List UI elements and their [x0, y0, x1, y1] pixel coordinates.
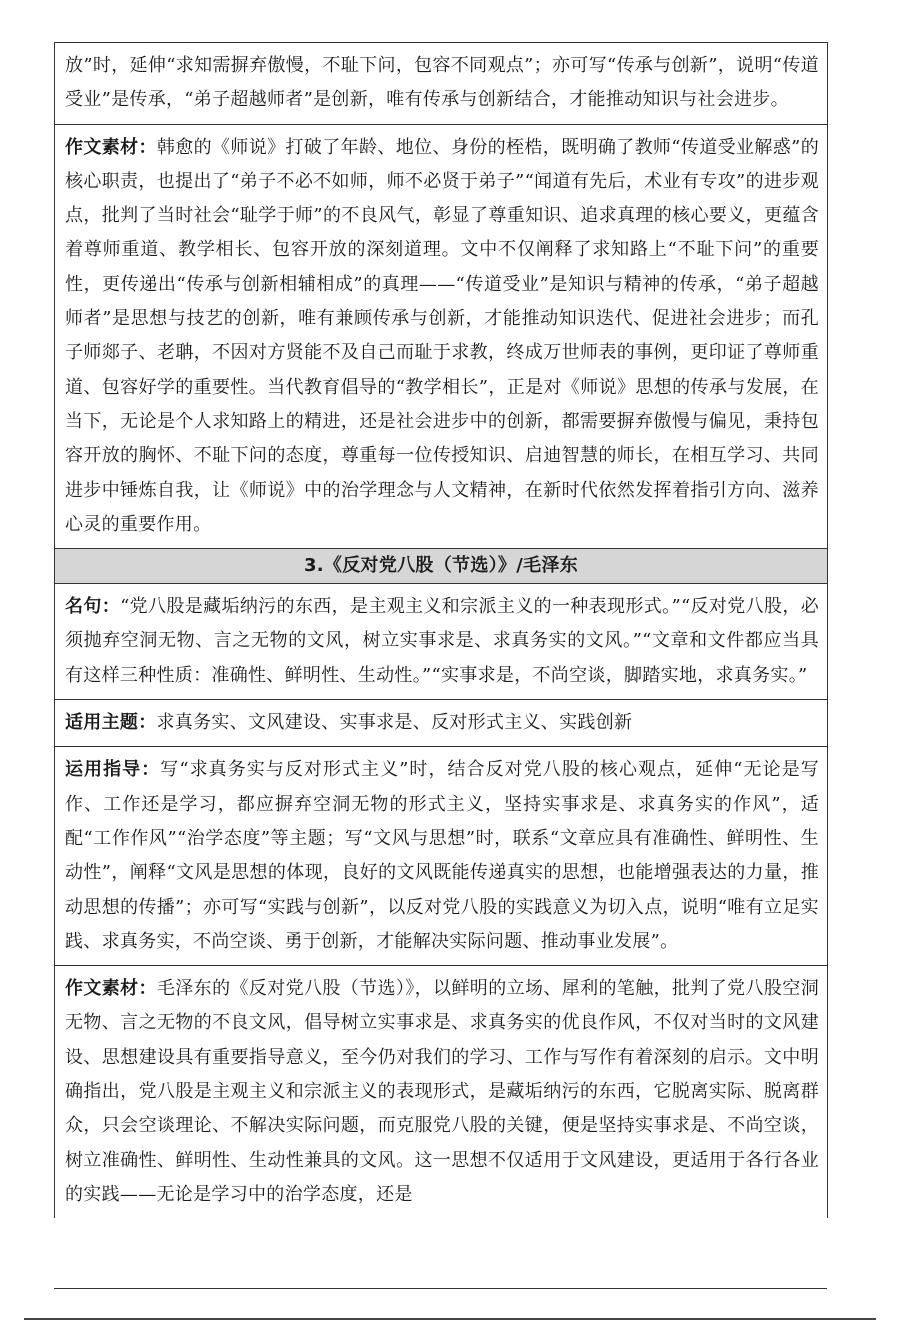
themes-text: 求真务实、文风建设、实事求是、反对形式主义、实践创新 — [156, 712, 633, 734]
guidance-label: 运用指导： — [65, 759, 161, 781]
guidance-text: 写“求真务实与反对形式主义”时，结合反对党八股的核心观点，延伸“无论是写作、工作还是学习，都应摒弃空洞无物的形式主义，坚持实事求是、求真务实的作风”，适配“工作作风”“治学态度”等主题；写“文风与思想”时，联系“文章应具有准确性、鲜明性、生动性”，阐释“文风是思想的体现，良好的文风既能传递真实的思想，也能增强表达的力量，推动思想的传播”；亦可写“实践与创新”，以反对党八股的实践意义为切入点，说明“唯有立足实践、求真务实，不尚空谈、勇于创新，才能解决实际问题、推动事业发展”。 — [65, 759, 820, 952]
content-table — [54, 42, 828, 1218]
table-bottom-border — [54, 1288, 827, 1289]
guidance-continuation-text: 放”时，延伸“求知需摒弃傲慢，不耻下问，包容不同观点”；亦可写“传承与创新”，说明“传道受业”是传承，“弟子超越师者”是创新，唯有传承与创新结合，才能推动知识与社会进步。 — [65, 55, 819, 111]
guidance-cell — [55, 747, 827, 966]
section-title: 3.《反对党八股（节选）》/毛泽东 — [303, 555, 579, 577]
quotes-cell — [55, 584, 827, 700]
material-text: 韩愈的《师说》打破了年龄、地位、身份的桎梏，既明确了教师“传道受业解惑”的核心职责，也提出了“弟子不必不如师，师不必贤于弟子”“闻道有先后，术业有专攻”的进步观点，批判了当时社会“耻学于师”的不良风气，彰显了尊重知识、追求真理的核心要义，更蕴含着尊师重道、教学相长、包容开放的深刻道理。文中不仅阐释了求知路上“不耻下问”的重要性，更传递出“传承与创新相辅相成”的真理——“传道受业”是知识与精神的传承，“弟子超越师者”是思想与技艺的创新，唯有兼顾传承与创新，才能推动知识迭代、促进社会进步；而孔子师郯子、老聃，不因对方贤能不及自己而耻于求教，终成万世师表的事例，更印证了尊师重道、包容好学的重要性。当代教育倡导的“教学相长”，正是对《师说》思想的传承与发展，在当下，无论是个人求知路上的精进，还是社会进步中的创新，都需要摒弃傲慢与偏见，秉持包容开放的胸怀、不耻下问的态度，尊重每一位传授知识、启迪智慧的师长，在相互学习、共同进步中锤炼自我，让《师说》中的治学理念与人文精神，在新时代依然发挥着指引方向、滋养心灵的重要作用。 — [65, 136, 819, 535]
quotes-label: 名句： — [65, 596, 121, 618]
table-viewport — [54, 42, 828, 1288]
material-label-2: 作文素材： — [65, 978, 157, 1000]
themes-cell — [55, 700, 827, 747]
material-cell-shishuo — [55, 125, 827, 550]
material-label: 作文素材： — [65, 136, 157, 158]
section-header — [55, 549, 827, 584]
material-cell-dangbagu — [55, 966, 827, 1218]
themes-label: 适用主题： — [65, 712, 157, 734]
material-text-2: 毛泽东的《反对党八股（节选）》，以鲜明的立场、犀利的笔触，批判了党八股空洞无物、言之无物的不良文风，倡导树立实事求是、求真务实的优良作风，不仅对当时的文风建设、思想建设具有重要指导意义，至今仍对我们的学习、工作与写作有着深刻的启示。文中明确指出，党八股是主观主义和宗派主义的表现形式，是藏垢纳污的东西，它脱离实际、脱离群众，只会空谈理论、不解决实际问题，而克服党八股的关键，便是坚持实事求是、不尚空谈，树立准确性、鲜明性、生动性兼具的文风。这一思想不仅适用于文风建设，更适用于各行各业的实践——无论是学习中的治学态度，还是 — [65, 978, 819, 1205]
quotes-text: “党八股是藏垢纳污的东西，是主观主义和宗派主义的一种表现形式。”“反对党八股，必须抛弃空洞无物、言之无物的文风，树立实事求是、求真务实的文风。”“文章和文件都应当具有这样三种性质：准确性、鲜明性、生动性。”“实事求是，不尚空谈，脚踏实地，求真务实。” — [65, 596, 819, 686]
page-footer-rule — [24, 1318, 876, 1320]
guidance-continuation-cell — [55, 43, 827, 125]
